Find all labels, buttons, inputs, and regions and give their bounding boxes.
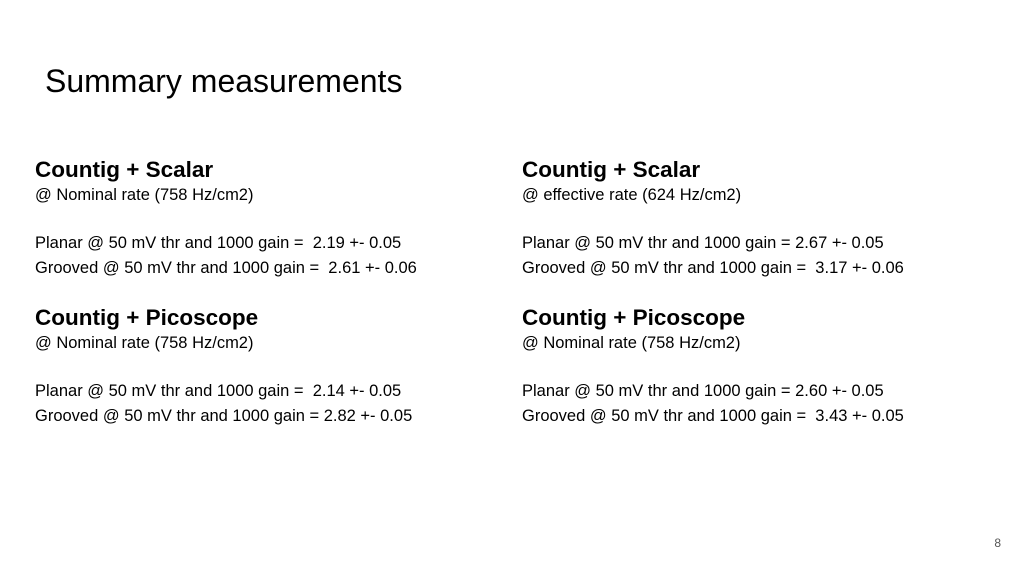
right-picoscope-block — [522, 304, 1002, 428]
right-picoscope-grooved: Grooved @ 50 mV thr and 1000 gain = 3.43 +- 0.05 — [522, 406, 904, 425]
left-scalar-block — [35, 156, 515, 280]
right-scalar-grooved: Grooved @ 50 mV thr and 1000 gain = 3.17 +- 0.06 — [522, 258, 904, 277]
right-scalar-planar: Planar @ 50 mV thr and 1000 gain = 2.67 +- 0.05 — [522, 234, 884, 252]
left-picoscope-block — [35, 304, 515, 428]
left-picoscope-grooved: Grooved @ 50 mV thr and 1000 gain = 2.82 +- 0.05 — [35, 406, 413, 425]
left-picoscope-heading: Countig + Picoscope — [35, 305, 259, 330]
left-scalar-grooved: Grooved @ 50 mV thr and 1000 gain = 2.61 +- 0.06 — [35, 258, 417, 277]
left-scalar-planar: Planar @ 50 mV thr and 1000 gain = 2.19 +- 0.05 — [35, 234, 402, 252]
right-picoscope-planar: Planar @ 50 mV thr and 1000 gain = 2.60 +- 0.05 — [522, 382, 884, 400]
left-picoscope-rate: @ Nominal rate (758 Hz/cm2) — [35, 334, 254, 352]
left-column — [35, 156, 515, 428]
right-picoscope-rate: @ Nominal rate (758 Hz/cm2) — [522, 334, 741, 352]
right-scalar-rate: @ effective rate (624 Hz/cm2) — [522, 186, 742, 204]
right-scalar-heading: Countig + Scalar — [522, 157, 701, 182]
left-scalar-heading: Countig + Scalar — [35, 157, 214, 182]
right-picoscope-heading: Countig + Picoscope — [522, 305, 746, 330]
left-picoscope-planar: Planar @ 50 mV thr and 1000 gain = 2.14 +- 0.05 — [35, 382, 402, 400]
left-scalar-rate: @ Nominal rate (758 Hz/cm2) — [35, 186, 254, 204]
slide-title: Summary measurements — [45, 63, 403, 99]
right-column — [522, 156, 1002, 428]
right-scalar-block — [522, 156, 1002, 280]
page-number: 8 — [994, 536, 1001, 550]
